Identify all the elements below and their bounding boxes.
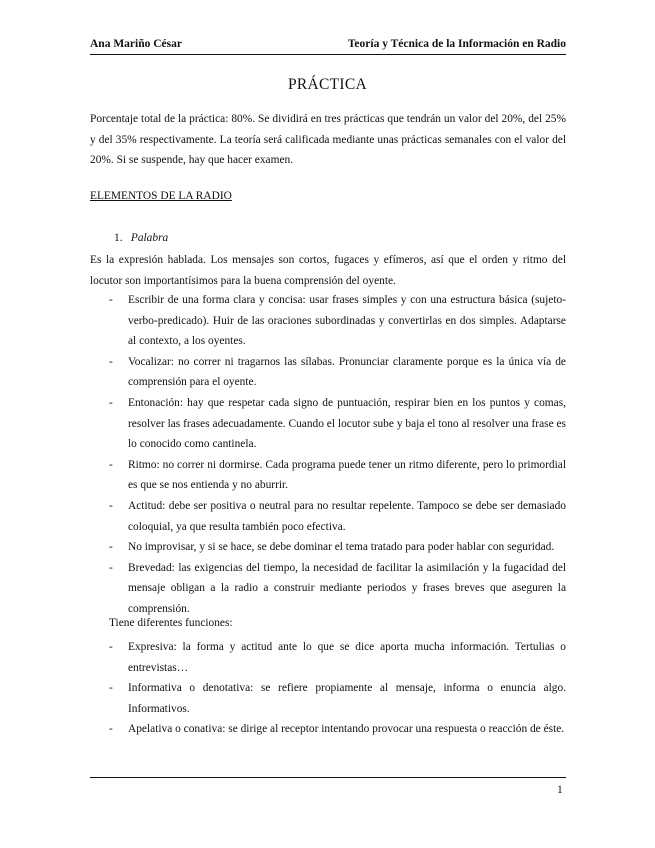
- subsection-number: 1.: [114, 232, 123, 244]
- bullet-dash: -: [109, 499, 113, 512]
- list-item: - Expresiva: la forma y actitud ante lo que se dice aporta mucha información. Tertulias o entrevistas…: [90, 637, 566, 678]
- functions-label: Tiene diferentes funciones:: [109, 617, 233, 629]
- bullet-dash: -: [109, 641, 113, 653]
- bullet-dash: -: [109, 682, 113, 695]
- list-item: - Apelativa o conativa: se dirige al receptor intentando provocar una respuesta o reacción de éste.: [90, 719, 566, 740]
- bullet-dash: -: [109, 723, 113, 736]
- bullet-dash: -: [109, 294, 113, 306]
- header-course: Teoría y Técnica de la Información en Radio: [347, 38, 566, 50]
- bullet-dash: -: [109, 396, 113, 409]
- functions-list: [90, 637, 566, 740]
- bullet-dash: -: [109, 561, 113, 574]
- page-header: [90, 38, 566, 54]
- section-title: ELEMENTOS DE LA RADIO: [90, 190, 232, 202]
- list-item: - Entonación: hay que respetar cada signo de puntuación, respirar bien en los puntos y comas, resolver las frases adecuadamente. Cuando el locutor sube y baja el tono al resolver una frase es lo conocido como cantinela.: [90, 393, 566, 455]
- guidelines-list: [90, 290, 566, 620]
- page-title: PRÁCTICA: [287, 76, 368, 93]
- subsection-heading: [114, 232, 168, 244]
- page-number: 1: [557, 784, 563, 796]
- list-item: - No improvisar, y si se hace, se debe dominar el tema tratado para poder hablar con seguridad.: [90, 537, 566, 558]
- subsection-title: Palabra: [130, 232, 169, 244]
- header-rule: [90, 54, 566, 55]
- footer-rule: [90, 777, 566, 778]
- list-item: - Actitud: debe ser positiva o neutral para no resultar repelente. Tampoco se debe ser demasiado coloquial, ya que resulta también poco efectiva.: [90, 496, 566, 537]
- list-item: - Escribir de una forma clara y concisa: usar frases simples y con una estructura básica (sujeto-verbo-predicado). Huir de las oraciones subordinadas y convertirlas en dos simples. Adaptarse al contexto, a los oyentes.: [90, 290, 566, 352]
- list-item: - Brevedad: las exigencias del tiempo, la necesidad de facilitar la asimilación y la fugacidad del mensaje obligan a la radio a construir mediante periodos y frases breves que aseguren la comprensión.: [90, 558, 566, 620]
- list-item: - Vocalizar: no correr ni tragarnos las sílabas. Pronunciar claramente porque es la única vía de comprensión para el oyente.: [90, 352, 566, 393]
- header-author: Ana Mariño César: [90, 38, 182, 50]
- intro-paragraph: Porcentaje total de la práctica: 80%. Se dividirá en tres prácticas que tendrán un valor del 20%, del 25% y del 35% respectivamente. La teoría será calificada mediante unas prácticas semanales con el valor del 20%. Si se suspende, hay que hacer examen.: [90, 113, 566, 167]
- list-item: - Ritmo: no correr ni dormirse. Cada programa puede tener un ritmo diferente, pero lo primordial es que se nos entienda y no aburrir.: [90, 455, 566, 496]
- bullet-dash: -: [109, 355, 113, 368]
- bullet-dash: -: [109, 458, 113, 471]
- section-paragraph: Es la expresión hablada. Los mensajes son cortos, fugaces y efímeros, así que el orden y ritmo del locutor son importantísimos para la buena comprensión del oyente.: [90, 254, 566, 287]
- list-item: - Informativa o denotativa: se refiere propiamente al mensaje, informa o enuncia algo. Informativos.: [90, 678, 566, 719]
- bullet-dash: -: [109, 541, 113, 554]
